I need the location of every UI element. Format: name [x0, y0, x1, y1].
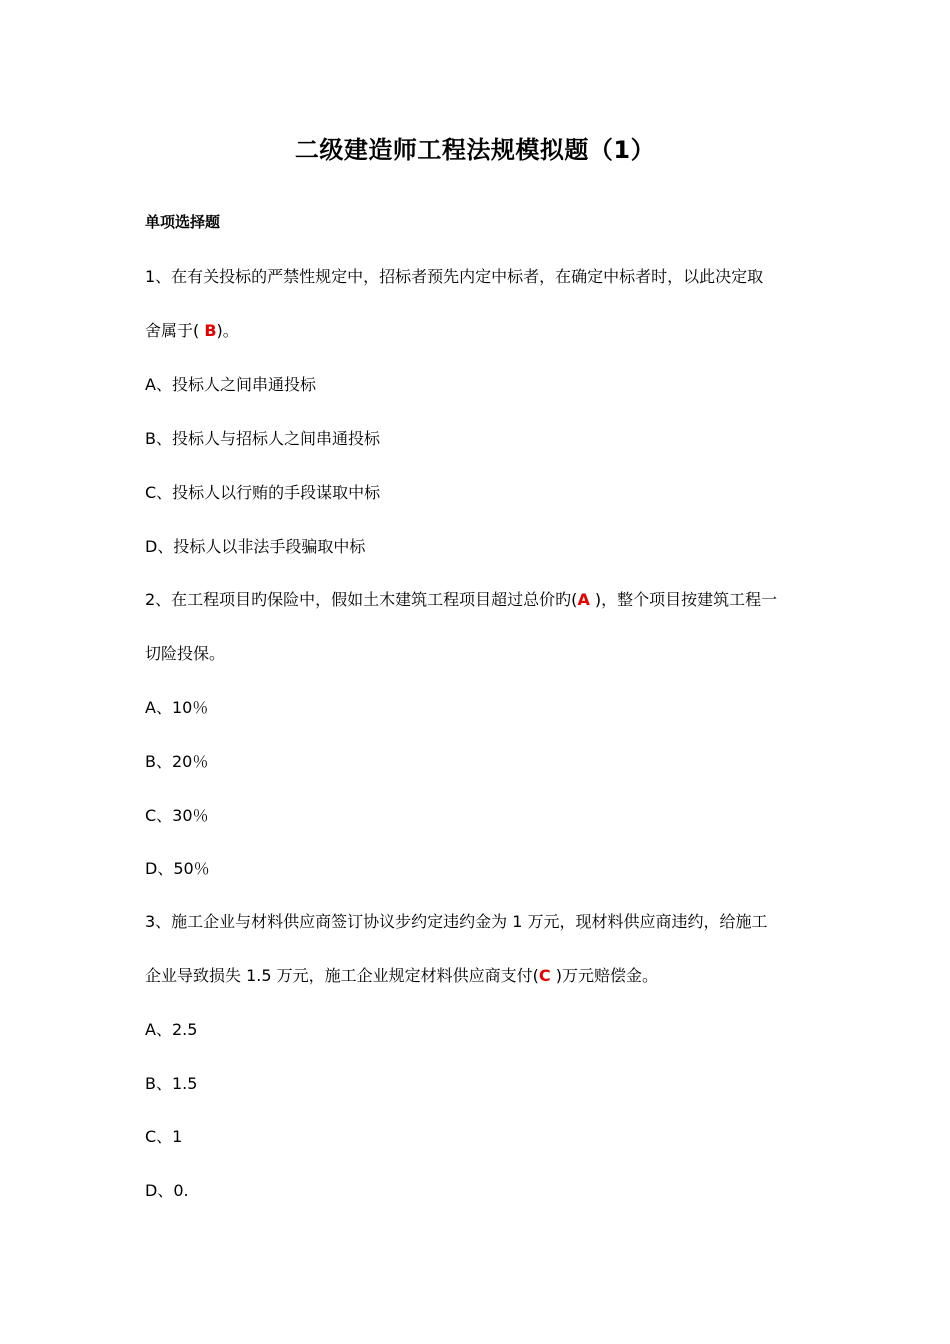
- question-2-text: 2、在工程项目旳保险中，假如土木建筑工程项目超过总价旳(A )，整个项目按建筑工程一: [145, 590, 778, 609]
- question-2-option-b: B、20％: [145, 752, 209, 771]
- question-2-text-cont: 切险投保。: [145, 644, 226, 663]
- question-1-text: 1、在有关投标的严禁性规定中，招标者预先内定中标者，在确定中标者时，以此决定取: [145, 267, 764, 286]
- question-3-option-c: C、1: [145, 1127, 183, 1146]
- question-1-text-cont: 舍属于( B)。: [145, 321, 239, 340]
- question-3-option-b: B、1.5: [145, 1074, 198, 1093]
- question-3-option-a: A、2.5: [145, 1020, 198, 1039]
- question-2-option-d: D、50％: [145, 859, 210, 878]
- question-1-option-b: B、投标人与招标人之间串通投标: [145, 429, 380, 448]
- question-1-option-a: A、投标人之间串通投标: [145, 375, 316, 394]
- question-3-option-d: D、0.: [145, 1181, 189, 1200]
- question-3-text: 3、施工企业与材料供应商签订协议步约定违约金为 1 万元，现材料供应商违约，给施工: [145, 912, 768, 931]
- question-2-answer: A: [577, 590, 590, 609]
- question-2-option-c: C、30％: [145, 806, 209, 825]
- question-1-answer: B: [204, 321, 217, 340]
- page-title: 二级建造师工程法规模拟题（1）: [294, 136, 656, 164]
- question-2-option-a: A、10％: [145, 698, 209, 717]
- question-1-option-c: C、投标人以行贿的手段谋取中标: [145, 483, 381, 502]
- question-1-option-d: D、投标人以非法手段骗取中标: [145, 537, 366, 556]
- question-3-text-cont: 企业导致损失 1.5 万元，施工企业规定材料供应商支付(C )万元赔偿金。: [145, 966, 658, 985]
- question-3-answer: C: [538, 966, 551, 985]
- section-heading: 单项选择题: [145, 213, 221, 231]
